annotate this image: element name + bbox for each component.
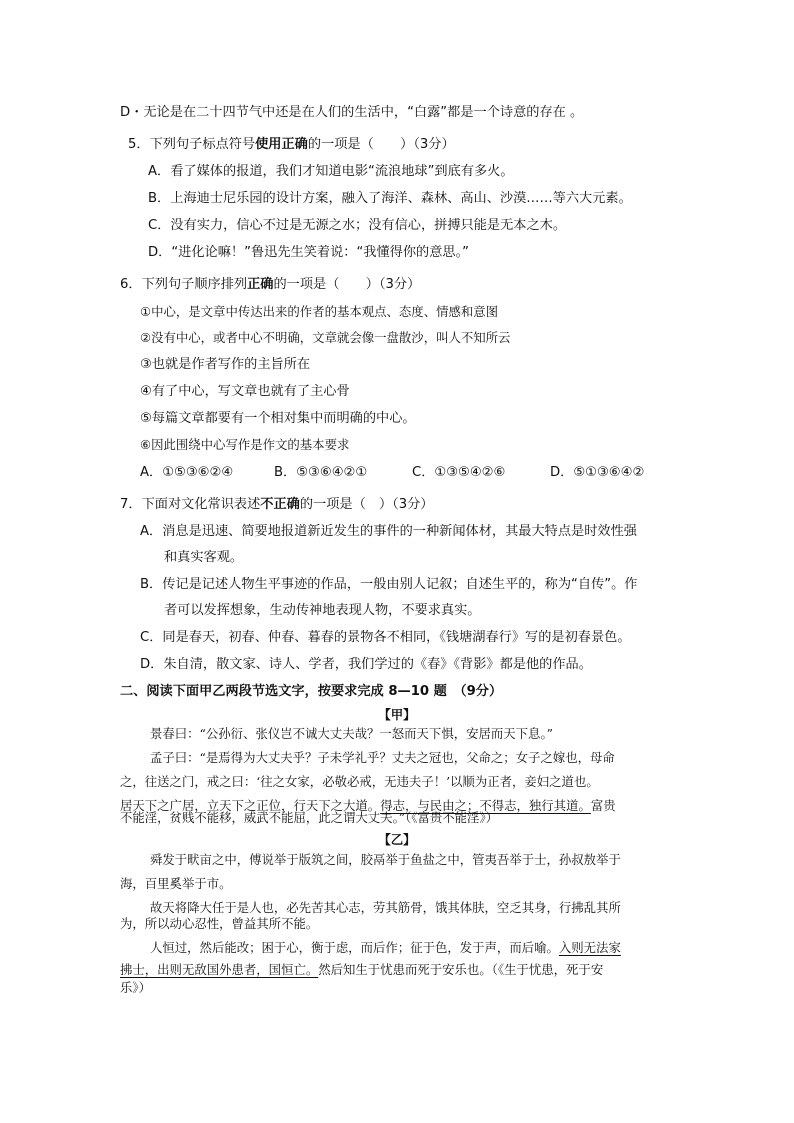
q5-option-a: A．看了媒体的报道，我们才知道电影“流浪地球”到底有多火。 [148, 164, 514, 179]
q7-option-a-line1: A．消息是迅速、简要地报道新近发生的事件的一种新闻体材，其最大特点是时效性强 [140, 524, 637, 539]
q6-sentence-1: ①中心，是文章中传达出来的作者的基本观点、态度、情感和意图 [140, 304, 499, 319]
yi-underlined-part-1: 入则无法家 [558, 940, 621, 955]
q4-option-d: D・无论是在二十四节气中还是在人们的生活中，“白露”都是一个诗意的存在 。 [120, 105, 584, 120]
yi-line-3: 故天将降大任于是人也，必先苦其心志，劳其筋骨，饿其体肤，空乏其身，行拂乱其所 [150, 900, 621, 915]
q6-choice-c: C．①③⑤④②⑥ [412, 465, 506, 480]
yi-line-5 [150, 938, 621, 958]
jia-line-5: 不能淫，贫贱不能移，威武不能屈，此之谓大丈夫。”（《富贵不能淫》） [120, 810, 499, 825]
q5-stem [128, 135, 455, 155]
q6-sentence-4: ④有了中心，写文章也就有了主心骨 [140, 384, 350, 399]
jia-line-3: 之，往送之门，戒之曰：‘往之女家，必敬必戒，无违夫子！’以顺为正者，妾妇之道也。 [120, 774, 599, 789]
q7-option-a-line2: 和真实客观。 [164, 550, 244, 565]
q6-sentence-2: ②没有中心，或者中心不明确，文章就会像一盘散沙，叫人不知所云 [140, 330, 511, 345]
yi-label: 【乙】 [378, 832, 416, 847]
jia-line-2: 孟子曰：“是焉得为大丈夫乎？子未学礼乎？丈夫之冠也，父命之；女子之嫁也，母命 [150, 750, 615, 765]
q6-choice-b: B．⑤③⑥④②① [274, 465, 368, 480]
yi-underlined-part-2: 拂士，出则无敌国外患者，国恒亡。 [120, 962, 319, 977]
q6-stem-post: 的一项是（ ）（3分） [273, 277, 421, 292]
yi-line-5-pre: 人恒过，然后能改；困于心，衡于虑，而后作；征于色，发于声，而后喻。 [150, 940, 559, 955]
jia-label: 【甲】 [378, 707, 416, 722]
q5-stem-bold: 使用正确 [255, 137, 308, 152]
q6-sentence-6: ⑥因此围绕中心写作是作文的基本要求 [140, 437, 350, 452]
q6-stem [120, 275, 420, 295]
q7-option-b-line2: 者可以发挥想象，生动传神地表现人物，不要求真实。 [164, 603, 481, 618]
q6-choice-d: D．⑤①③⑥④② [550, 465, 645, 480]
q7-stem [120, 495, 434, 515]
q6-stem-bold: 正确 [247, 277, 274, 292]
q6-choice-a: A．①⑤③⑥②④ [140, 465, 234, 480]
jia-underlined-sentence: 得志，与民由之；不得志，独行其道。 [380, 798, 591, 813]
jia-line-4-post: 富贵 [590, 798, 616, 813]
q7-stem-bold: 不正确 [260, 497, 300, 512]
q5-option-c: C．没有实力，信心不过是无源之水；没有信心，拼搏只能是无本之木。 [148, 218, 567, 233]
q6-sentence-3: ③也就是作者写作的主旨所在 [140, 357, 311, 372]
q7-option-b-line1: B．传记是记述人物生平事迹的作品，一般由别人记叙；自述生平的，称为“自传”。作 [140, 577, 638, 592]
q5-stem-post: 的一项是（ ）（3分） [307, 137, 455, 152]
section2-title: 二、阅读下面甲乙两段节选文字，按要求完成 8—10 题 （9分） [120, 684, 503, 699]
q6-stem-pre: 6．下列句子顺序排列 [120, 277, 248, 292]
q7-stem-post: 的一项是（ ）（3分） [299, 497, 434, 512]
q5-stem-pre: 5．下列句子标点符号 [128, 137, 256, 152]
jia-line-4-pre: 居天下之广居，立天下之正位，行天下之大道。 [120, 798, 381, 813]
yi-line-2: 海，百里奚举于市。 [120, 876, 232, 891]
yi-line-1: 舜发于畎亩之中，傅说举于版筑之间，胶鬲举于鱼盐之中，管夷吾举于士，孙叔敖举于 [150, 852, 621, 867]
yi-line-6 [120, 960, 603, 980]
yi-line-4: 为，所以动心忍性，曾益其所不能。 [120, 916, 319, 931]
q7-option-d: D．朱自清，散文家、诗人、学者，我们学过的《春》《背影》都是他的作品。 [140, 657, 592, 672]
q6-sentence-5: ⑤每篇文章都要有一个相对集中而明确的中心。 [140, 411, 416, 426]
q5-option-b: B．上海迪士尼乐园的设计方案，融入了海洋、森林、高山、沙漠……等六大元素。 [148, 191, 632, 206]
yi-line-6-post: 然后知生于忧患而死于安乐也。（《生于忧患，死于安 [318, 962, 604, 977]
q7-option-c: C．同是春天，初春、仲春、暮春的景物各不相同，《钱塘湖春行》写的是初春景色。 [140, 630, 631, 645]
yi-line-7: 乐》） [120, 980, 151, 995]
q7-stem-pre: 7．下面对文化常识表述 [120, 497, 261, 512]
jia-line-1: 景春曰：“公孙衍、张仪岂不诚大丈夫哉？一怒而天下惧，安居而天下息。” [150, 726, 553, 741]
q5-option-d: D．“进化论嘛！”鲁迅先生笑着说：“我懂得你的意思。” [148, 245, 470, 260]
